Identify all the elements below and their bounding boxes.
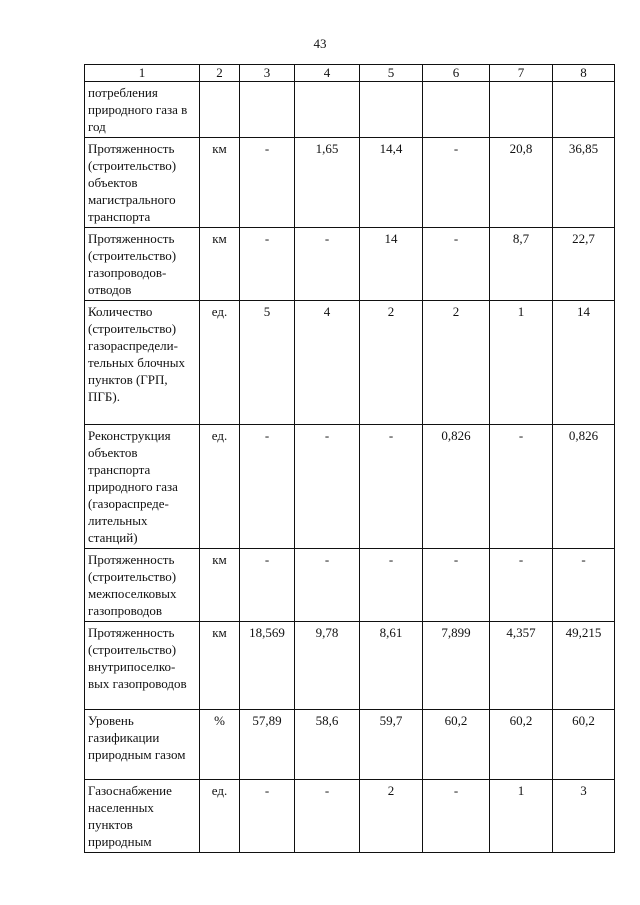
- column-header: 2: [200, 65, 240, 82]
- row-value: 18,569: [240, 622, 295, 710]
- data-table: [84, 64, 615, 853]
- row-unit: км: [200, 228, 240, 301]
- row-value: 57,89: [240, 710, 295, 780]
- row-name: Протяженность (строительство) межпоселковых газопроводов: [85, 549, 200, 622]
- table-header-row: [85, 65, 615, 82]
- row-value: 8,7: [490, 228, 553, 301]
- row-value: 60,2: [423, 710, 490, 780]
- row-unit: ед.: [200, 301, 240, 425]
- table-row: [85, 82, 615, 138]
- row-value: -: [553, 549, 615, 622]
- row-value: -: [240, 228, 295, 301]
- row-name: Газоснабжение населенных пунктов природным: [85, 780, 200, 853]
- row-unit: км: [200, 549, 240, 622]
- row-value: [490, 82, 553, 138]
- row-value: -: [295, 228, 360, 301]
- row-value: 1: [490, 301, 553, 425]
- row-value: 0,826: [553, 425, 615, 549]
- row-value: [295, 82, 360, 138]
- row-name: Уровень газификации природным газом: [85, 710, 200, 780]
- row-value: -: [295, 549, 360, 622]
- column-header: 6: [423, 65, 490, 82]
- table-row: [85, 228, 615, 301]
- row-value: -: [240, 549, 295, 622]
- table-row: [85, 710, 615, 780]
- row-unit: км: [200, 138, 240, 228]
- row-value: 2: [360, 780, 423, 853]
- row-value: 4: [295, 301, 360, 425]
- row-value: 14: [360, 228, 423, 301]
- row-name: потребления природного газа в год: [85, 82, 200, 138]
- row-value: -: [240, 138, 295, 228]
- row-name: Протяженность (строительство) объектов магистрального транспорта: [85, 138, 200, 228]
- column-header: 1: [85, 65, 200, 82]
- row-name: Реконструкция объектов транспорта природного газа (газораспреде-лительных станций): [85, 425, 200, 549]
- row-value: -: [490, 425, 553, 549]
- row-value: 14,4: [360, 138, 423, 228]
- row-value: 14: [553, 301, 615, 425]
- row-name: Протяженность (строительство) внутрипоселко-вых газопроводов: [85, 622, 200, 710]
- table-row: [85, 425, 615, 549]
- row-unit: %: [200, 710, 240, 780]
- row-value: [240, 82, 295, 138]
- row-value: -: [240, 780, 295, 853]
- row-value: 36,85: [553, 138, 615, 228]
- row-value: 60,2: [490, 710, 553, 780]
- row-value: -: [423, 228, 490, 301]
- table-row: [85, 138, 615, 228]
- row-value: -: [295, 425, 360, 549]
- row-value: 7,899: [423, 622, 490, 710]
- row-value: 0,826: [423, 425, 490, 549]
- row-value: 1,65: [295, 138, 360, 228]
- row-name: Протяженность (строительство) газопроводов-отводов: [85, 228, 200, 301]
- row-value: 59,7: [360, 710, 423, 780]
- row-value: -: [490, 549, 553, 622]
- row-value: 1: [490, 780, 553, 853]
- column-header: 4: [295, 65, 360, 82]
- row-value: [423, 82, 490, 138]
- row-name: Количество (строительство) газораспредели-тельных блочных пунктов (ГРП, ПГБ).: [85, 301, 200, 425]
- row-value: -: [423, 138, 490, 228]
- row-value: 9,78: [295, 622, 360, 710]
- row-value: -: [423, 549, 490, 622]
- row-value: 49,215: [553, 622, 615, 710]
- row-unit: ед.: [200, 780, 240, 853]
- row-value: 8,61: [360, 622, 423, 710]
- page-number: 43: [313, 36, 327, 51]
- row-value: -: [360, 425, 423, 549]
- row-value: 60,2: [553, 710, 615, 780]
- row-value: -: [423, 780, 490, 853]
- column-header: 3: [240, 65, 295, 82]
- table-row: [85, 622, 615, 710]
- row-unit: км: [200, 622, 240, 710]
- row-value: -: [360, 549, 423, 622]
- column-header: 8: [553, 65, 615, 82]
- row-value: 3: [553, 780, 615, 853]
- row-value: 22,7: [553, 228, 615, 301]
- row-value: 5: [240, 301, 295, 425]
- row-value: -: [295, 780, 360, 853]
- row-value: [553, 82, 615, 138]
- table-row: [85, 549, 615, 622]
- row-value: 20,8: [490, 138, 553, 228]
- table-row: [85, 780, 615, 853]
- row-value: [360, 82, 423, 138]
- row-value: 2: [423, 301, 490, 425]
- column-header: 5: [360, 65, 423, 82]
- column-header: 7: [490, 65, 553, 82]
- row-unit: [200, 82, 240, 138]
- row-unit: ед.: [200, 425, 240, 549]
- row-value: -: [240, 425, 295, 549]
- row-value: 58,6: [295, 710, 360, 780]
- row-value: 2: [360, 301, 423, 425]
- table-row: [85, 301, 615, 425]
- row-value: 4,357: [490, 622, 553, 710]
